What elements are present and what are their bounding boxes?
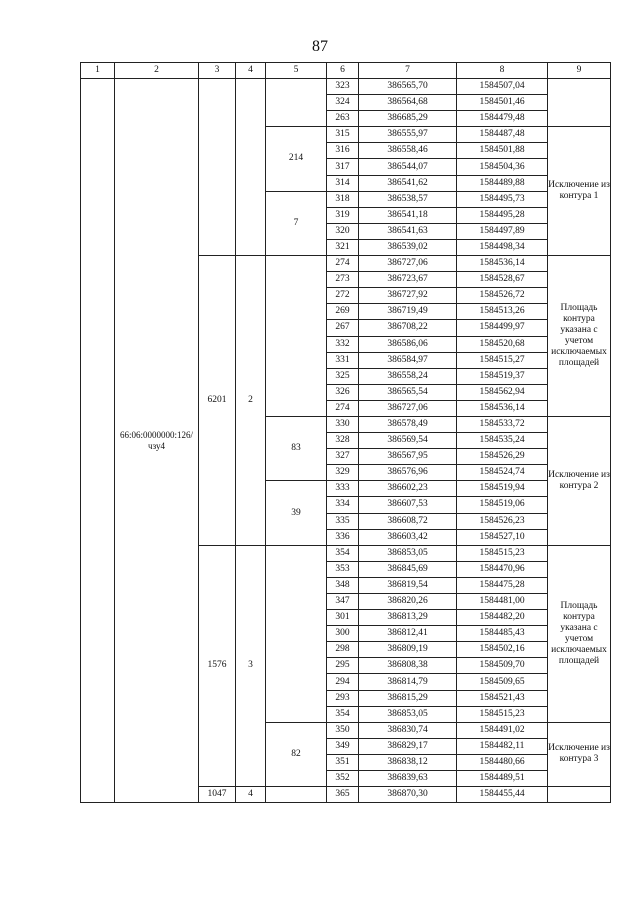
point-number-cell: 267 (327, 320, 359, 336)
y-coordinate-cell: 1584507,04 (457, 79, 548, 95)
note-cell: Исключение из контура 2 (548, 416, 611, 545)
point-number-cell: 347 (327, 594, 359, 610)
x-coordinate-cell: 386558,24 (359, 368, 457, 384)
point-number-cell: 273 (327, 272, 359, 288)
column-header: 6 (327, 63, 359, 79)
point-number-cell: 320 (327, 223, 359, 239)
subcontour-cell: 83 (266, 416, 327, 480)
x-coordinate-cell: 386555,97 (359, 127, 457, 143)
y-coordinate-cell: 1584527,10 (457, 529, 548, 545)
x-coordinate-cell: 386808,38 (359, 658, 457, 674)
point-number-cell: 293 (327, 690, 359, 706)
x-coordinate-cell: 386853,05 (359, 545, 457, 561)
point-number-cell: 336 (327, 529, 359, 545)
column-header: 8 (457, 63, 548, 79)
point-number-cell: 326 (327, 384, 359, 400)
y-coordinate-cell: 1584482,20 (457, 610, 548, 626)
y-coordinate-cell: 1584519,06 (457, 497, 548, 513)
point-number-cell: 354 (327, 706, 359, 722)
point-number-cell: 301 (327, 610, 359, 626)
point-number-cell: 272 (327, 288, 359, 304)
point-number-cell: 331 (327, 352, 359, 368)
x-coordinate-cell: 386565,70 (359, 79, 457, 95)
y-coordinate-cell: 1584498,34 (457, 239, 548, 255)
group-number-cell: 1047 (199, 787, 236, 803)
point-number-cell: 315 (327, 127, 359, 143)
y-coordinate-cell: 1584526,29 (457, 449, 548, 465)
x-coordinate-cell: 386539,02 (359, 239, 457, 255)
x-coordinate-cell: 386727,06 (359, 256, 457, 272)
y-coordinate-cell: 1584513,26 (457, 304, 548, 320)
x-coordinate-cell: 386809,19 (359, 642, 457, 658)
y-coordinate-cell: 1584520,68 (457, 336, 548, 352)
x-coordinate-cell: 386608,72 (359, 513, 457, 529)
point-number-cell: 318 (327, 191, 359, 207)
point-number-cell: 314 (327, 175, 359, 191)
column-header: 3 (199, 63, 236, 79)
point-number-cell: 274 (327, 400, 359, 416)
x-coordinate-cell: 386685,29 (359, 111, 457, 127)
point-number-cell: 269 (327, 304, 359, 320)
point-number-cell: 334 (327, 497, 359, 513)
y-coordinate-cell: 1584562,94 (457, 384, 548, 400)
point-number-cell: 349 (327, 738, 359, 754)
column-header: 2 (115, 63, 199, 79)
x-coordinate-cell: 386564,68 (359, 95, 457, 111)
blank-cell (548, 787, 611, 803)
point-number-cell: 328 (327, 433, 359, 449)
y-coordinate-cell: 1584526,72 (457, 288, 548, 304)
x-coordinate-cell: 386538,57 (359, 191, 457, 207)
subcontour-cell: 7 (266, 191, 327, 255)
point-number-cell: 329 (327, 465, 359, 481)
y-coordinate-cell: 1584519,94 (457, 481, 548, 497)
x-coordinate-cell: 386603,42 (359, 529, 457, 545)
subcontour-cell: 214 (266, 127, 327, 191)
x-coordinate-cell: 386838,12 (359, 754, 457, 770)
point-number-cell: 354 (327, 545, 359, 561)
y-coordinate-cell: 1584485,43 (457, 626, 548, 642)
x-coordinate-cell: 386814,79 (359, 674, 457, 690)
x-coordinate-cell: 386544,07 (359, 159, 457, 175)
y-coordinate-cell: 1584535,24 (457, 433, 548, 449)
group-number-cell: 6201 (199, 256, 236, 546)
note-cell: Исключение из контура 1 (548, 127, 611, 256)
x-coordinate-cell: 386607,53 (359, 497, 457, 513)
y-coordinate-cell: 1584495,73 (457, 191, 548, 207)
x-coordinate-cell: 386845,69 (359, 561, 457, 577)
group-number-cell: 1576 (199, 545, 236, 786)
column-header: 9 (548, 63, 611, 79)
point-number-cell: 332 (327, 336, 359, 352)
blank-cell (81, 79, 115, 803)
y-coordinate-cell: 1584455,44 (457, 787, 548, 803)
x-coordinate-cell: 386719,49 (359, 304, 457, 320)
y-coordinate-cell: 1584504,36 (457, 159, 548, 175)
x-coordinate-cell: 386830,74 (359, 722, 457, 738)
point-number-cell: 324 (327, 95, 359, 111)
note-cell: Площадь контура указана с учетом исключаемых площадей (548, 256, 611, 417)
y-coordinate-cell: 1584509,65 (457, 674, 548, 690)
point-number-cell: 295 (327, 658, 359, 674)
contour-number-cell: 3 (236, 545, 266, 786)
y-coordinate-cell: 1584501,46 (457, 95, 548, 111)
y-coordinate-cell: 1584533,72 (457, 416, 548, 432)
x-coordinate-cell: 386541,62 (359, 175, 457, 191)
x-coordinate-cell: 386870,30 (359, 787, 457, 803)
point-number-cell: 274 (327, 256, 359, 272)
coordinates-table (80, 62, 611, 803)
point-number-cell: 300 (327, 626, 359, 642)
subcontour-cell: 39 (266, 481, 327, 545)
y-coordinate-cell: 1584487,48 (457, 127, 548, 143)
x-coordinate-cell: 386853,05 (359, 706, 457, 722)
table-row (81, 79, 611, 95)
point-number-cell: 335 (327, 513, 359, 529)
x-coordinate-cell: 386567,95 (359, 449, 457, 465)
y-coordinate-cell: 1584515,23 (457, 545, 548, 561)
y-coordinate-cell: 1584509,70 (457, 658, 548, 674)
point-number-cell: 321 (327, 239, 359, 255)
point-number-cell: 350 (327, 722, 359, 738)
x-coordinate-cell: 386541,63 (359, 223, 457, 239)
point-number-cell: 325 (327, 368, 359, 384)
y-coordinate-cell: 1584479,48 (457, 111, 548, 127)
blank-cell (199, 79, 236, 256)
x-coordinate-cell: 386541,18 (359, 207, 457, 223)
point-number-cell: 294 (327, 674, 359, 690)
x-coordinate-cell: 386820,26 (359, 594, 457, 610)
blank-cell (266, 256, 327, 417)
x-coordinate-cell: 386565,54 (359, 384, 457, 400)
point-number-cell: 323 (327, 79, 359, 95)
y-coordinate-cell: 1584481,00 (457, 594, 548, 610)
x-coordinate-cell: 386584,97 (359, 352, 457, 368)
point-number-cell: 352 (327, 771, 359, 787)
y-coordinate-cell: 1584470,96 (457, 561, 548, 577)
y-coordinate-cell: 1584499,97 (457, 320, 548, 336)
x-coordinate-cell: 386815,29 (359, 690, 457, 706)
y-coordinate-cell: 1584482,11 (457, 738, 548, 754)
note-cell: Площадь контура указана с учетом исключаемых площадей (548, 545, 611, 722)
point-number-cell: 353 (327, 561, 359, 577)
y-coordinate-cell: 1584475,28 (457, 577, 548, 593)
y-coordinate-cell: 1584528,67 (457, 272, 548, 288)
contour-number-cell: 2 (236, 256, 266, 546)
x-coordinate-cell: 386576,96 (359, 465, 457, 481)
x-coordinate-cell: 386819,54 (359, 577, 457, 593)
blank-cell (236, 79, 266, 256)
y-coordinate-cell: 1584524,74 (457, 465, 548, 481)
x-coordinate-cell: 386812,41 (359, 626, 457, 642)
y-coordinate-cell: 1584536,14 (457, 256, 548, 272)
y-coordinate-cell: 1584515,27 (457, 352, 548, 368)
x-coordinate-cell: 386569,54 (359, 433, 457, 449)
column-header: 5 (266, 63, 327, 79)
subcontour-cell: 82 (266, 722, 327, 786)
point-number-cell: 333 (327, 481, 359, 497)
y-coordinate-cell: 1584489,88 (457, 175, 548, 191)
x-coordinate-cell: 386708,22 (359, 320, 457, 336)
contour-number-cell: 4 (236, 787, 266, 803)
column-header: 4 (236, 63, 266, 79)
y-coordinate-cell: 1584497,89 (457, 223, 548, 239)
y-coordinate-cell: 1584480,66 (457, 754, 548, 770)
x-coordinate-cell: 386727,06 (359, 400, 457, 416)
y-coordinate-cell: 1584495,28 (457, 207, 548, 223)
point-number-cell: 317 (327, 159, 359, 175)
x-coordinate-cell: 386602,23 (359, 481, 457, 497)
header-row (81, 63, 611, 79)
x-coordinate-cell: 386558,46 (359, 143, 457, 159)
note-cell: Исключение из контура 3 (548, 722, 611, 786)
point-number-cell: 330 (327, 416, 359, 432)
point-number-cell: 327 (327, 449, 359, 465)
x-coordinate-cell: 386829,17 (359, 738, 457, 754)
y-coordinate-cell: 1584521,43 (457, 690, 548, 706)
y-coordinate-cell: 1584489,51 (457, 771, 548, 787)
point-number-cell: 348 (327, 577, 359, 593)
x-coordinate-cell: 386839,63 (359, 771, 457, 787)
column-header: 7 (359, 63, 457, 79)
point-number-cell: 351 (327, 754, 359, 770)
blank-cell (266, 545, 327, 722)
y-coordinate-cell: 1584526,23 (457, 513, 548, 529)
x-coordinate-cell: 386813,29 (359, 610, 457, 626)
x-coordinate-cell: 386578,49 (359, 416, 457, 432)
x-coordinate-cell: 386586,06 (359, 336, 457, 352)
y-coordinate-cell: 1584491,02 (457, 722, 548, 738)
page-number: 87 (312, 38, 328, 55)
y-coordinate-cell: 1584502,16 (457, 642, 548, 658)
blank-cell (548, 79, 611, 127)
blank-cell (266, 787, 327, 803)
point-number-cell: 298 (327, 642, 359, 658)
blank-cell (266, 79, 327, 127)
x-coordinate-cell: 386723,67 (359, 272, 457, 288)
cadastral-number-cell: 66:06:0000000:126/ чзу4 (115, 79, 199, 803)
y-coordinate-cell: 1584515,23 (457, 706, 548, 722)
point-number-cell: 263 (327, 111, 359, 127)
point-number-cell: 365 (327, 787, 359, 803)
point-number-cell: 319 (327, 207, 359, 223)
y-coordinate-cell: 1584536,14 (457, 400, 548, 416)
column-header: 1 (81, 63, 115, 79)
y-coordinate-cell: 1584519,37 (457, 368, 548, 384)
point-number-cell: 316 (327, 143, 359, 159)
x-coordinate-cell: 386727,92 (359, 288, 457, 304)
y-coordinate-cell: 1584501,88 (457, 143, 548, 159)
